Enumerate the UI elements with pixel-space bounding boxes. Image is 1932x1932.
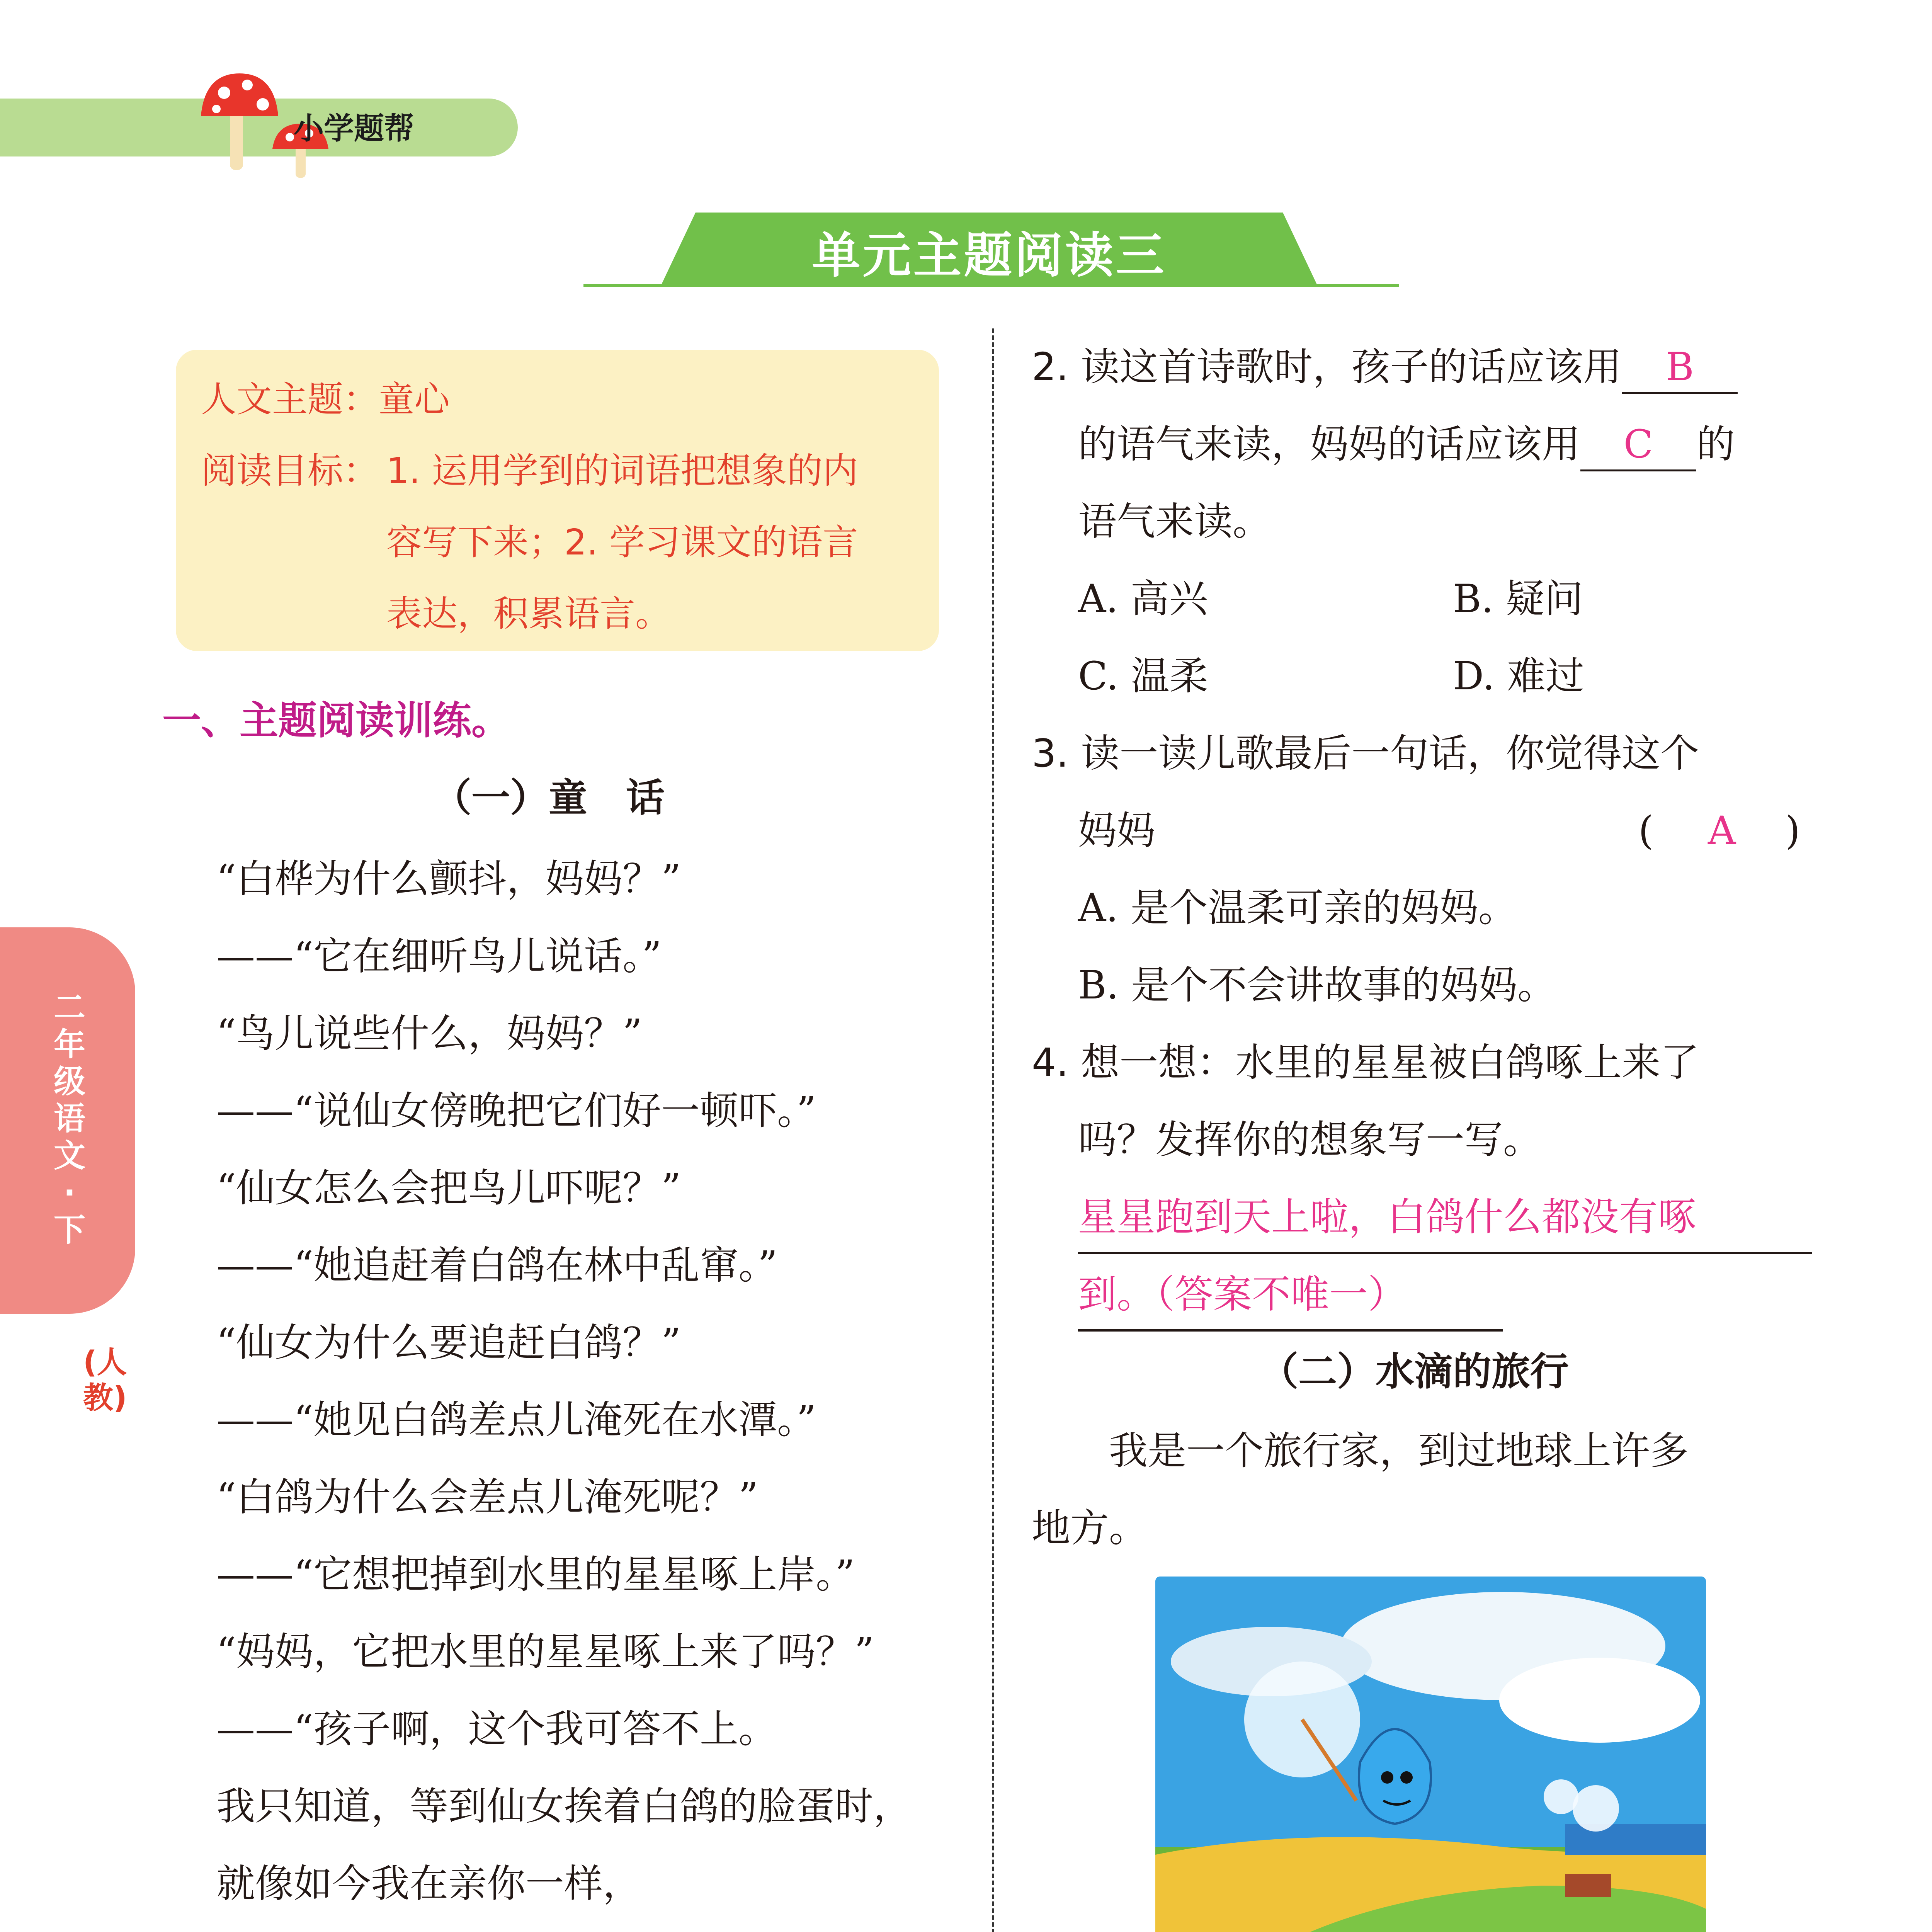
goal-line: 表达，积累语言。 bbox=[386, 593, 671, 634]
goal-line: 容写下来；2. 学习课文的语言 bbox=[386, 522, 859, 563]
story-line: 地方。 bbox=[1032, 1505, 1148, 1551]
question-4-answer[interactable]: 到。（答案不唯一） bbox=[1078, 1272, 1406, 1317]
question-4-answer[interactable]: 星星跑到天上啦，白鸽什么都没有啄 bbox=[1078, 1194, 1696, 1240]
question-3-bracket-close: ) bbox=[1785, 808, 1801, 853]
question-2-line3: 语气来读。 bbox=[1078, 499, 1271, 544]
story-line: 我是一个旅行家，到过地球上许多 bbox=[1032, 1428, 1689, 1473]
option: C. 温柔 bbox=[1078, 653, 1208, 699]
question-2-answer-1[interactable]: B bbox=[1622, 342, 1738, 394]
poem-line: “鸟儿说些什么，妈妈？” bbox=[216, 1011, 643, 1056]
option: A. 是个温柔可亲的妈妈。 bbox=[1078, 885, 1517, 930]
water-drop-landscape-illustration bbox=[1155, 1577, 1706, 1932]
side-tab-grade: 二年级语文·下 bbox=[53, 989, 85, 1248]
theme-label: 人文主题：童心 bbox=[201, 379, 450, 420]
section-heading: 一、主题阅读训练。 bbox=[162, 698, 510, 743]
page-title: 单元主题阅读三 bbox=[812, 228, 1167, 284]
option: A. 高兴 bbox=[1078, 576, 1208, 621]
poem-line: ——“它在细听鸟儿说话。” bbox=[216, 934, 662, 979]
column-divider bbox=[992, 328, 994, 1932]
question-2 bbox=[1032, 342, 1738, 394]
answer-line bbox=[1078, 1252, 1812, 1254]
option: D. 难过 bbox=[1453, 653, 1585, 699]
poem-title: （一）童 话 bbox=[433, 775, 665, 820]
question-3-bracket-open: ( bbox=[1638, 808, 1654, 853]
poem-line: “仙女为什么要追赶白鸽？” bbox=[216, 1320, 681, 1365]
story-title: （二）水滴的旅行 bbox=[1260, 1349, 1569, 1394]
question-2-answer-2[interactable]: C bbox=[1580, 419, 1696, 471]
question-4-text: 吗？发挥你的想象写一写。 bbox=[1078, 1117, 1542, 1162]
question-3-text: 3. 读一读儿歌最后一句话，你觉得这个 bbox=[1032, 731, 1699, 776]
option: B. 疑问 bbox=[1453, 576, 1583, 621]
poem-line: “白桦为什么颤抖，妈妈？” bbox=[216, 856, 681, 901]
question-2-line2 bbox=[1078, 419, 1735, 471]
poem-line: “仙女怎么会把鸟儿吓呢？” bbox=[216, 1165, 681, 1211]
poem-line: 就像如今我在亲你一样， bbox=[216, 1861, 641, 1906]
poem-line: ——“孩子啊，这个我可答不上。 bbox=[216, 1706, 777, 1752]
poem-line: “妈妈，它把水里的星星啄上来了吗？” bbox=[216, 1629, 874, 1674]
question-3-answer[interactable]: A bbox=[1708, 808, 1736, 853]
question-4-text: 4. 想一想：水里的星星被白鸽啄上来了 bbox=[1032, 1040, 1699, 1085]
question-2-text: 的语气来读，妈妈的话应该用 bbox=[1078, 422, 1580, 467]
header-label: 小学题帮 bbox=[294, 111, 415, 146]
poem-line: ——“她见白鸽差点儿淹死在水潭。” bbox=[216, 1397, 816, 1442]
goal-line: 1. 运用学到的词语把想象的内 bbox=[386, 450, 859, 492]
option: B. 是个不会讲故事的妈妈。 bbox=[1078, 963, 1556, 1008]
poem-line: ——“说仙女傍晚把它们好一顿吓。” bbox=[216, 1088, 816, 1133]
side-tab-edition: (人教) bbox=[83, 1345, 127, 1415]
question-2-text: 的 bbox=[1696, 422, 1735, 467]
poem-line: ——“她追赶着白鸽在林中乱窜。” bbox=[216, 1243, 778, 1288]
question-2-text: 2. 读这首诗歌时，孩子的话应该用 bbox=[1032, 344, 1622, 389]
answer-line bbox=[1078, 1329, 1503, 1332]
question-3-text: 妈妈 bbox=[1078, 808, 1155, 853]
goal-label: 阅读目标： bbox=[201, 450, 379, 492]
poem-line: 我只知道，等到仙女挨着白鸽的脸蛋时， bbox=[216, 1784, 912, 1829]
poem-line: ——“它想把掉到水里的星星啄上岸。” bbox=[216, 1552, 855, 1597]
poem-line: “白鸽为什么会差点儿淹死呢？” bbox=[216, 1475, 759, 1520]
